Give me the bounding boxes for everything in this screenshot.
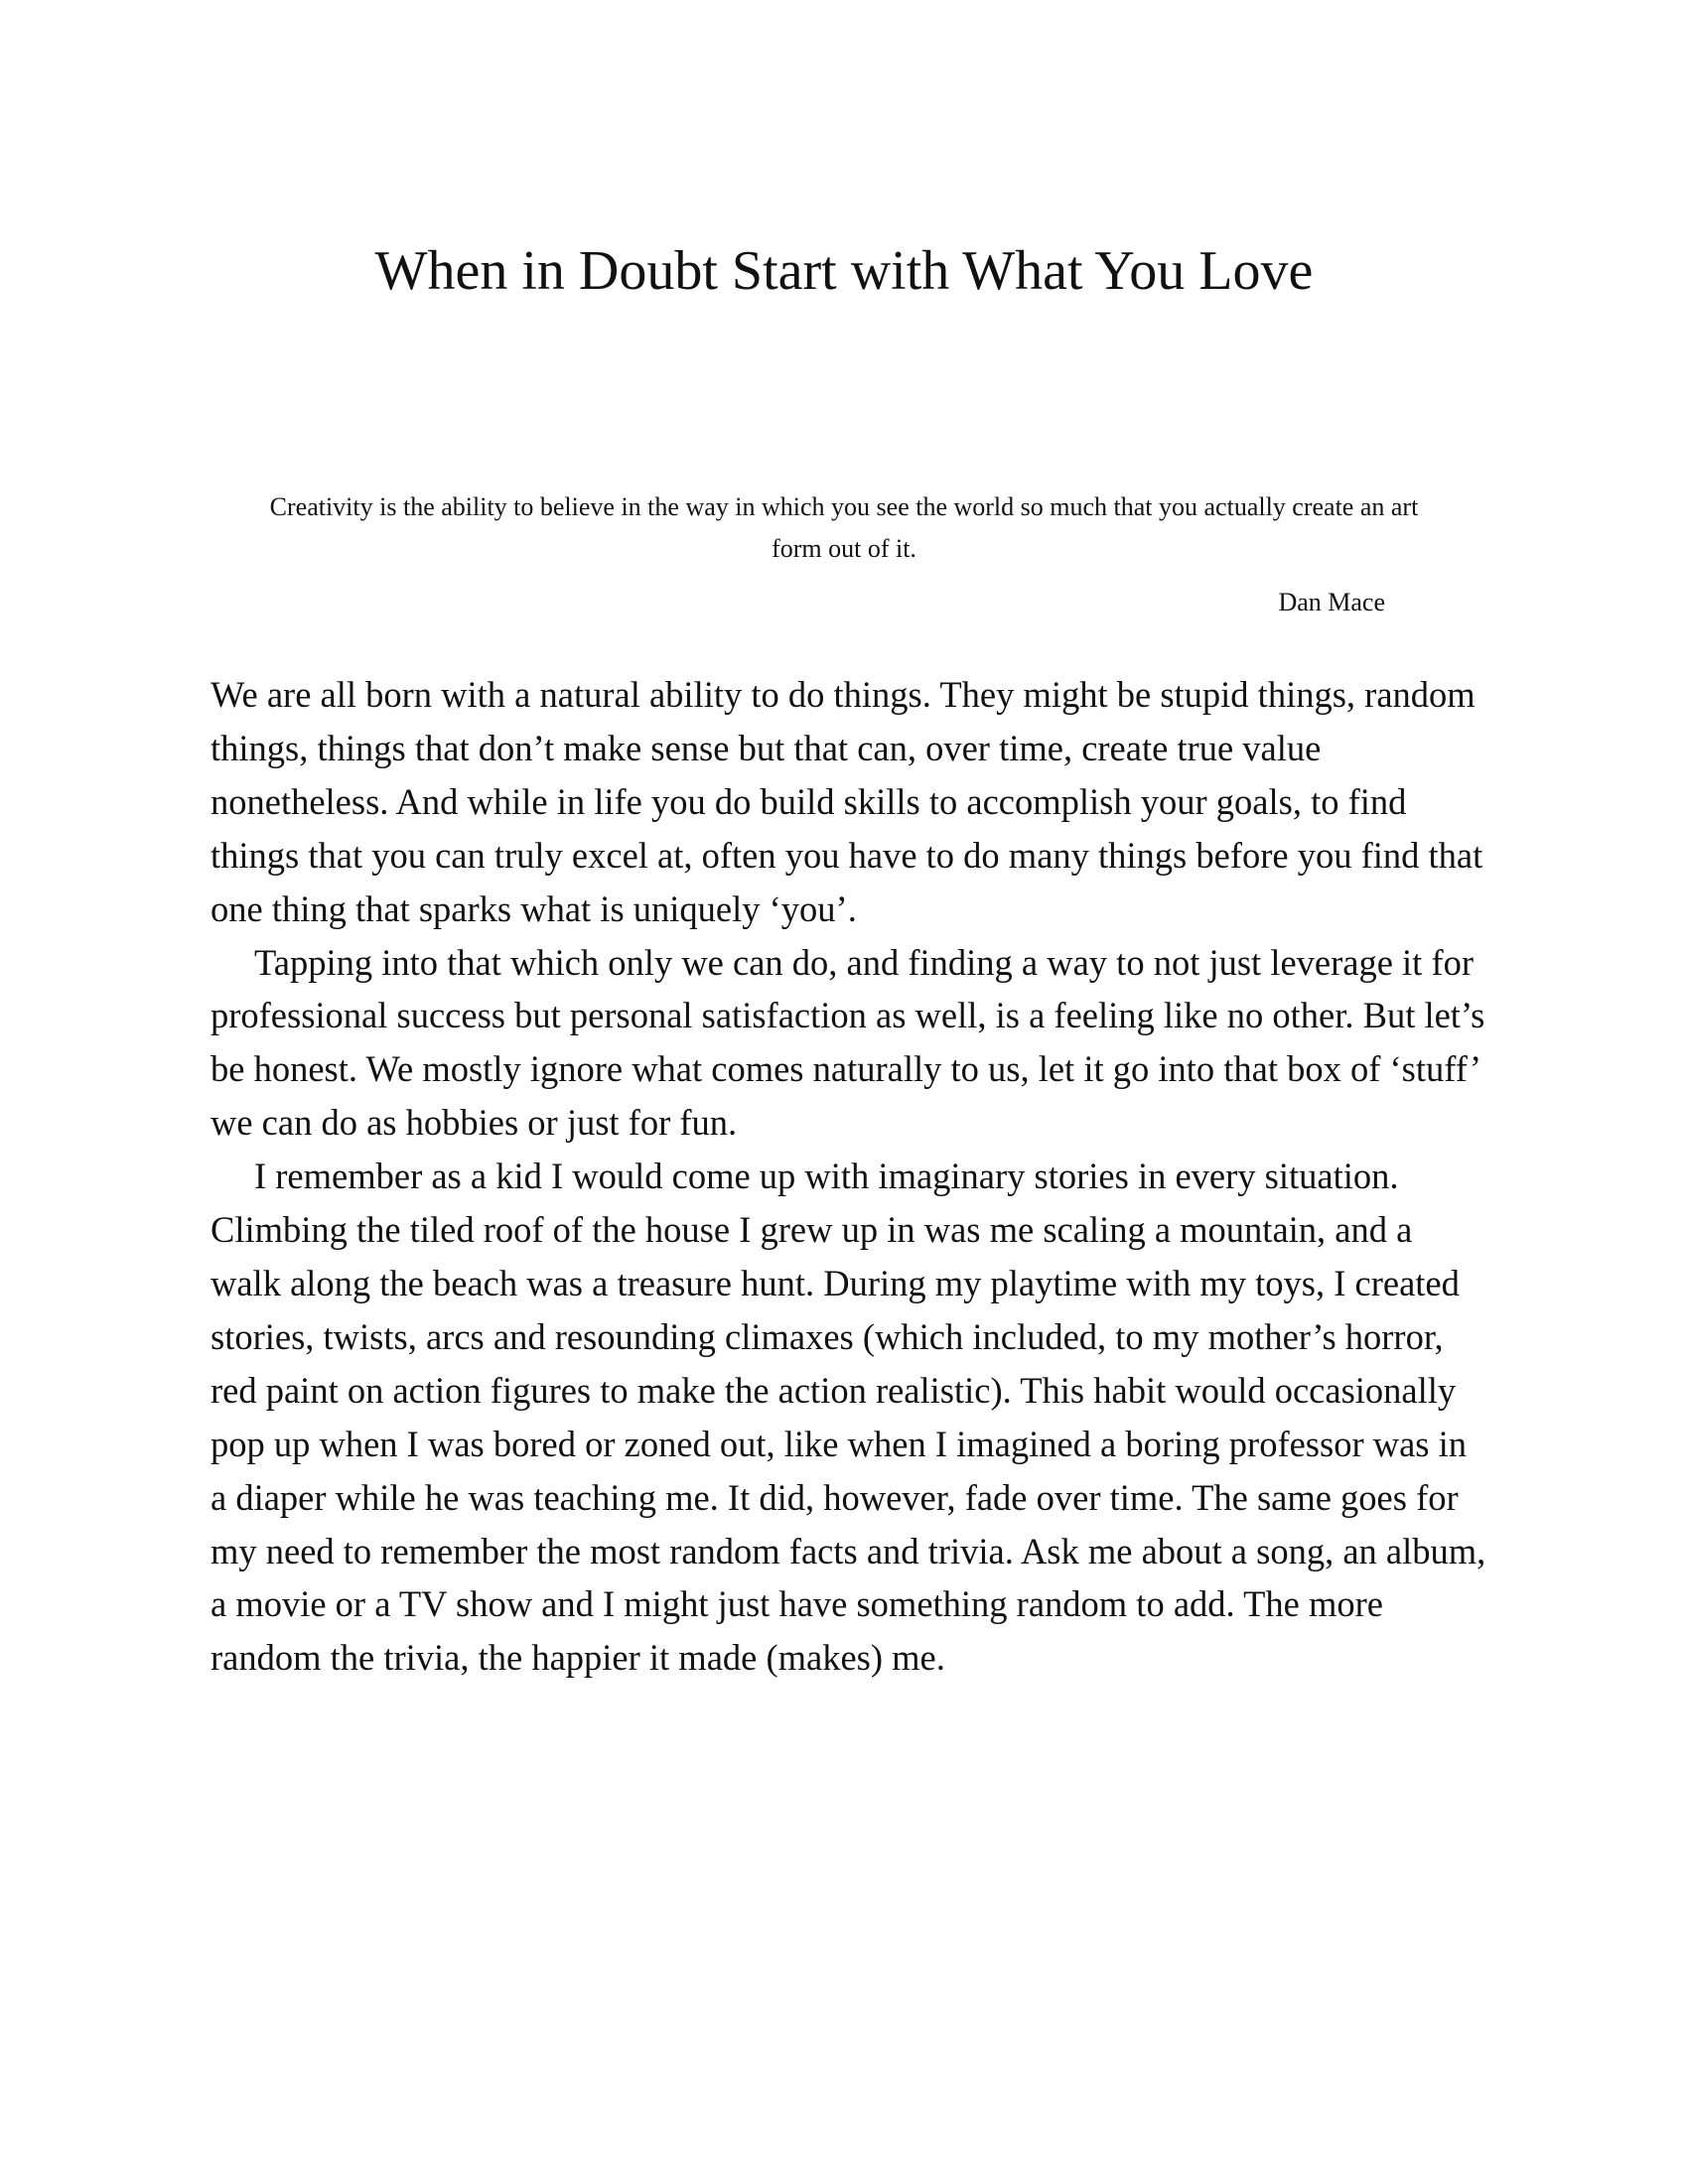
epigraph-author: Dan Mace (1278, 588, 1385, 616)
paragraph-3: I remember as a kid I would come up with imaginary stories in every situation. Climbing the tiled roof of the house I grew up in was me scaling a mountain, and a walk along the beach was a treasure hunt. During my playtime with my toys, I created stories, twists, arcs and resounding climaxes (which included, to my mother’s horror, red paint on action figures to make the action realistic). This habit would occasionally pop up when I was bored or zoned out, like when I imagined a boring professor was in a diaper while he was teaching me. It did, however, fade over time. The same goes for my need to remember the most random facts and trivia. Ask me about a song, an album, a movie or a TV show and I might just have something random to add. The more random the trivia, the happier it made (makes) me. (211, 1156, 1486, 1679)
epigraph (268, 486, 1420, 623)
page-title: When in Doubt Start with What You Love (374, 240, 1314, 302)
epigraph-quote: Creativity is the ability to believe in the way in which you see the world so much that you actually create an art form out of it. (269, 492, 1419, 563)
body-text (211, 668, 1491, 1685)
paragraph-2: Tapping into that which only we can do, and finding a way to not just leverage it for professional success but personal satisfaction as well, is a feeling like no other. But let’s be honest. We mostly ignore what comes naturally to us, let it go into that box of ‘stuff’ we can do as hobbies or just for fun. (211, 941, 1485, 1144)
paragraph-1: We are all born with a natural ability to do things. They might be stupid things, random things, things that don’t make sense but that can, over time, create true value nonetheless. And while in life you do build skills to accomplish your goals, to find things that you can truly excel at, often you have to do many things before you find that one thing that sparks what is uniquely ‘you’. (211, 674, 1483, 929)
